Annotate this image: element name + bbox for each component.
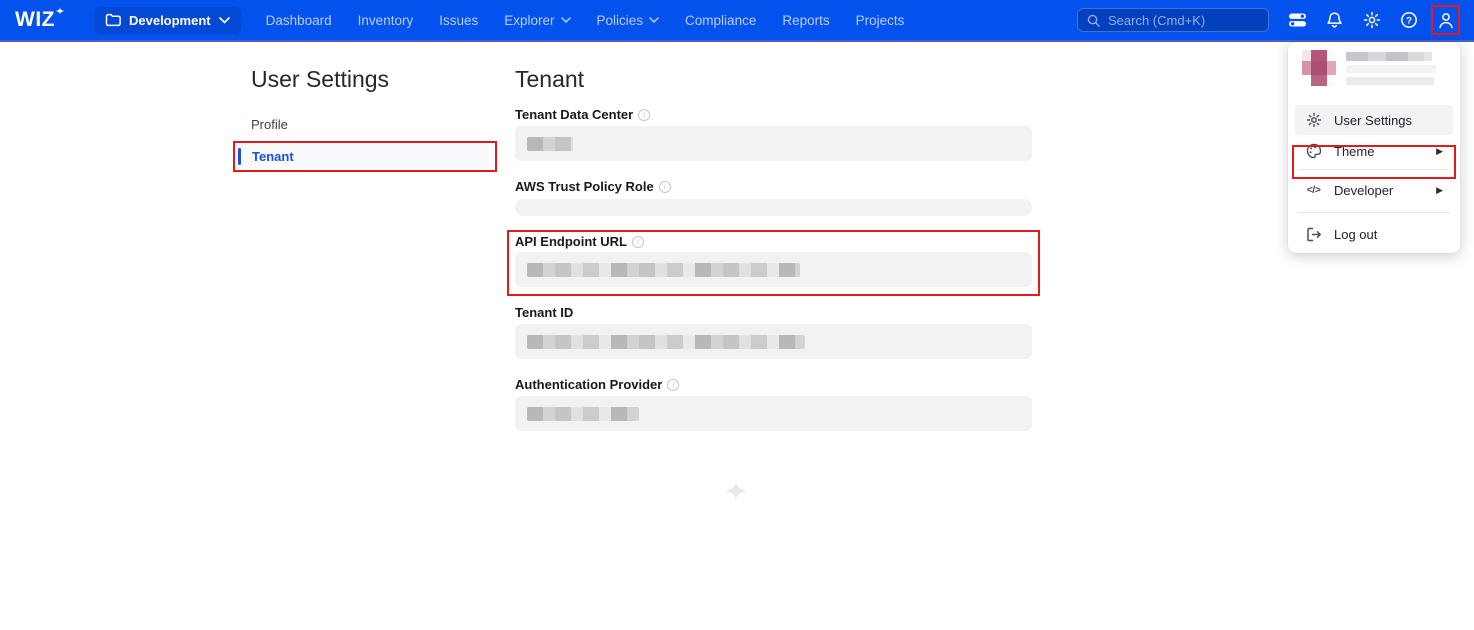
menu-item-label: Developer: [1334, 182, 1394, 198]
menu-divider: [1298, 212, 1450, 213]
logout-icon: [1305, 227, 1322, 242]
settings-nav-item-profile[interactable]: Profile: [251, 117, 288, 132]
field-input-tenant-data-center[interactable]: [515, 126, 1032, 161]
gear-icon[interactable]: [1359, 7, 1384, 33]
field-input-api-endpoint-url[interactable]: [515, 252, 1032, 287]
nav-link-policies[interactable]: Policies: [584, 0, 673, 40]
nav-link-dashboard[interactable]: Dashboard: [265, 12, 332, 28]
info-icon[interactable]: i: [638, 109, 650, 121]
tenant-form: [515, 0, 1032, 630]
palette-icon: [1305, 143, 1322, 159]
chevron-down-icon: [561, 17, 571, 23]
menu-item-label: User Settings: [1334, 112, 1413, 128]
chevron-down-icon: [649, 17, 659, 23]
wiz-logo[interactable]: [15, 9, 64, 31]
nav-link-reports[interactable]: Reports: [782, 12, 830, 28]
wiz-logo-text: WIZ: [15, 8, 55, 31]
search-input[interactable]: [1108, 13, 1258, 28]
code-icon: </>: [1306, 184, 1321, 196]
sparkle-decoration-icon: [726, 481, 746, 501]
annotation-box-tenant: [233, 141, 497, 172]
top-navigation-bar: [0, 0, 1474, 42]
menu-item-label: Log out: [1334, 226, 1378, 242]
gear-icon: [1305, 112, 1322, 128]
field-label-tenant-id: Tenant ID: [515, 305, 574, 320]
redacted-value: [527, 335, 805, 349]
svg-text:?: ?: [1405, 15, 1412, 27]
global-search[interactable]: [1077, 8, 1269, 32]
project-selector[interactable]: [94, 7, 241, 34]
redacted-value: [527, 263, 800, 277]
field-label-tenant-data-center: Tenant Data Center i: [515, 107, 650, 122]
menu-divider: [1298, 169, 1450, 170]
user-dropdown-menu: [1288, 42, 1460, 253]
field-input-authentication-provider[interactable]: [515, 396, 1032, 431]
redacted-tenant-bar: [1346, 77, 1434, 85]
selected-indicator-bar: [238, 148, 241, 165]
search-icon: [1087, 14, 1100, 27]
info-icon[interactable]: i: [659, 181, 671, 193]
redacted-name-bar: [1346, 52, 1432, 61]
menu-item-user-settings[interactable]: [1295, 105, 1453, 135]
redacted-value: [527, 137, 573, 151]
nav-link-issues[interactable]: Issues: [439, 12, 479, 28]
user-info: [1302, 50, 1436, 89]
info-icon[interactable]: i: [632, 236, 644, 248]
project-selector-label: Development: [128, 12, 211, 28]
folder-icon: [105, 13, 121, 27]
redacted-value: [527, 407, 639, 421]
field-input-aws-trust-policy-role[interactable]: [515, 199, 1032, 216]
settings-nav-item-tenant[interactable]: Tenant: [235, 143, 495, 170]
menu-item-log-out[interactable]: [1295, 220, 1453, 248]
primary-nav-links: [253, 0, 918, 40]
nav-link-explorer[interactable]: Explorer: [491, 0, 583, 40]
avatar: [1302, 50, 1336, 86]
bell-icon[interactable]: [1322, 7, 1347, 33]
submenu-arrow-icon: ▶: [1436, 184, 1443, 195]
field-label-api-endpoint-url: API Endpoint URL i: [515, 234, 644, 249]
user-name-redacted: [1346, 50, 1436, 89]
field-label-authentication-provider: Authentication Provider i: [515, 377, 679, 392]
menu-item-label: Theme: [1334, 143, 1375, 159]
nav-icon-buttons: [1285, 7, 1458, 33]
chevron-down-icon: [219, 17, 230, 24]
redacted-email-bar: [1346, 65, 1436, 73]
form-title: Tenant: [515, 66, 585, 92]
user-icon[interactable]: [1433, 7, 1458, 33]
submenu-arrow-icon: ▶: [1436, 145, 1443, 156]
menu-item-theme[interactable]: [1295, 137, 1453, 165]
nav-link-compliance[interactable]: Compliance: [685, 12, 757, 28]
toggles-icon[interactable]: [1285, 7, 1310, 33]
help-icon[interactable]: [1396, 7, 1421, 33]
menu-item-developer[interactable]: [1295, 176, 1453, 204]
nav-link-inventory[interactable]: Inventory: [357, 12, 414, 28]
sparkle-icon: [56, 7, 64, 15]
page-title: User Settings: [251, 66, 390, 92]
nav-link-projects[interactable]: Projects: [855, 12, 905, 28]
info-icon[interactable]: i: [667, 379, 679, 391]
field-label-aws-trust-policy-role: AWS Trust Policy Role i: [515, 179, 671, 194]
field-input-tenant-id[interactable]: [515, 324, 1032, 359]
